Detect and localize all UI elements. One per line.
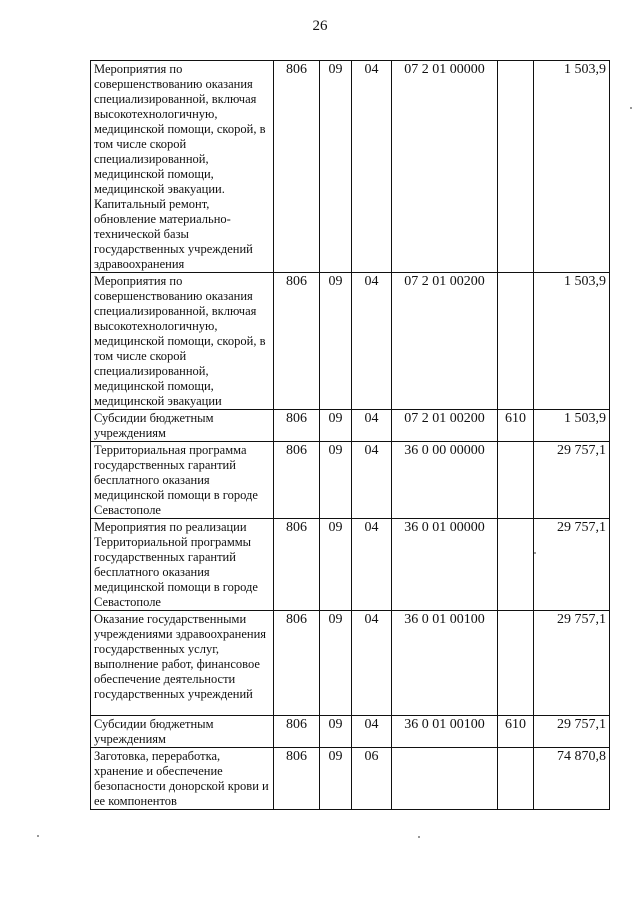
row-name-cell: Заготовка, переработка, хранение и обеспечение безопасности донорской крови и ее компонентов <box>91 748 274 810</box>
row-subsection-cell: 04 <box>352 410 392 442</box>
row-target-article-cell: 36 0 00 00000 <box>392 442 498 519</box>
row-section-cell: 09 <box>320 410 352 442</box>
row-expense-type-cell: 610 <box>498 716 534 748</box>
row-section-cell: 09 <box>320 611 352 716</box>
row-target-article-cell: 07 2 01 00200 <box>392 410 498 442</box>
row-target-article-cell: 36 0 01 00100 <box>392 611 498 716</box>
row-expense-type-cell <box>498 273 534 410</box>
row-grbs-cell: 806 <box>274 611 320 716</box>
row-name-cell: Оказание государственными учреждениями здравоохранения государственных услуг, выполнение работ, финансовое обеспечение деятельности государственных учреждений <box>91 611 274 716</box>
scan-speck <box>534 552 536 554</box>
row-name-cell: Мероприятия по совершенствованию оказания специализированной, включая высокотехнологичную, медицинской помощи, скорой, в том числе скорой специализированной, медицинской помощи, медицинской эвакуации. Капитальный ремонт, обновление материально-технической базы государственных учреждений здравоохранения <box>91 61 274 273</box>
row-subsection-cell: 04 <box>352 716 392 748</box>
row-expense-type-cell <box>498 748 534 810</box>
row-section-cell: 09 <box>320 442 352 519</box>
scan-speck <box>630 107 632 109</box>
scan-speck <box>418 836 420 838</box>
row-expense-type-cell <box>498 519 534 611</box>
table-row <box>91 748 610 810</box>
row-subsection-cell: 04 <box>352 611 392 716</box>
row-sum-cell: 29 757,1 <box>534 716 610 748</box>
row-section-cell: 09 <box>320 748 352 810</box>
row-grbs-cell: 806 <box>274 519 320 611</box>
row-target-article-cell: 07 2 01 00000 <box>392 61 498 273</box>
table-row <box>91 611 610 716</box>
row-grbs-cell: 806 <box>274 61 320 273</box>
row-grbs-cell: 806 <box>274 748 320 810</box>
row-sum-cell: 29 757,1 <box>534 519 610 611</box>
row-sum-cell: 29 757,1 <box>534 611 610 716</box>
row-name-cell: Субсидии бюджетным учреждениям <box>91 410 274 442</box>
row-section-cell: 09 <box>320 519 352 611</box>
row-target-article-cell: 36 0 01 00000 <box>392 519 498 611</box>
row-sum-cell: 1 503,9 <box>534 61 610 273</box>
row-target-article-cell <box>392 748 498 810</box>
row-name-cell: Субсидии бюджетным учреждениям <box>91 716 274 748</box>
row-name-cell: Территориальная программа государственных гарантий бесплатного оказания медицинской помощи в городе Севастополе <box>91 442 274 519</box>
row-subsection-cell: 04 <box>352 61 392 273</box>
row-subsection-cell: 06 <box>352 748 392 810</box>
row-sum-cell: 1 503,9 <box>534 410 610 442</box>
scan-speck <box>37 835 39 837</box>
row-expense-type-cell: 610 <box>498 410 534 442</box>
table-row <box>91 716 610 748</box>
row-name-cell: Мероприятия по реализации Территориальной программы государственных гарантий бесплатного оказания медицинской помощи в городе Севастополе <box>91 519 274 611</box>
row-grbs-cell: 806 <box>274 442 320 519</box>
page-number: 26 <box>312 18 328 34</box>
row-subsection-cell: 04 <box>352 519 392 611</box>
table-row <box>91 61 610 273</box>
row-section-cell: 09 <box>320 716 352 748</box>
budget-table <box>90 60 610 810</box>
table-row <box>91 442 610 519</box>
row-grbs-cell: 806 <box>274 410 320 442</box>
row-sum-cell: 74 870,8 <box>534 748 610 810</box>
row-expense-type-cell <box>498 611 534 716</box>
row-subsection-cell: 04 <box>352 442 392 519</box>
row-grbs-cell: 806 <box>274 273 320 410</box>
row-sum-cell: 29 757,1 <box>534 442 610 519</box>
table-row <box>91 519 610 611</box>
row-name-cell: Мероприятия по совершенствованию оказания специализированной, включая высокотехнологичную, медицинской помощи, скорой, в том числе скорой специализированной, медицинской помощи, медицинской эвакуации <box>91 273 274 410</box>
row-section-cell: 09 <box>320 273 352 410</box>
row-target-article-cell: 36 0 01 00100 <box>392 716 498 748</box>
table-row <box>91 273 610 410</box>
row-sum-cell: 1 503,9 <box>534 273 610 410</box>
table-row <box>91 410 610 442</box>
row-target-article-cell: 07 2 01 00200 <box>392 273 498 410</box>
row-expense-type-cell <box>498 61 534 273</box>
row-expense-type-cell <box>498 442 534 519</box>
row-subsection-cell: 04 <box>352 273 392 410</box>
row-grbs-cell: 806 <box>274 716 320 748</box>
row-section-cell: 09 <box>320 61 352 273</box>
